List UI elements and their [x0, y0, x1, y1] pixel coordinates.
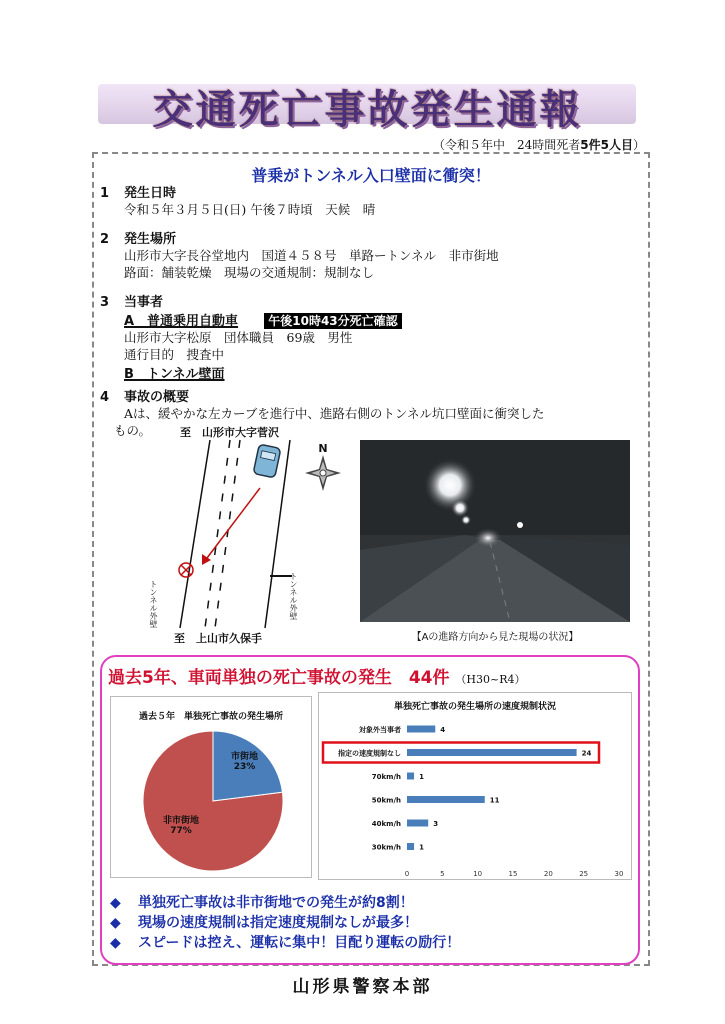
- death-badge: 午後10時43分死亡確認: [264, 313, 401, 329]
- section-occurrence-time: 1 発生日時 令和５年３月５日(日) 午後７時頃 天候 晴: [100, 186, 376, 217]
- bar-label-0: 対象外当事者: [359, 726, 401, 734]
- car-icon: [253, 444, 281, 478]
- section-parties: 3 当事者 A 普通乗用自動車 午後10時43分死亡確認 山形市大字松原 団体職員 69歳 男性 通行目的 捜査中 B トンネル壁面: [100, 291, 402, 382]
- x-tick-4: 20: [543, 870, 553, 878]
- footer-org: 山形県警察本部: [292, 977, 433, 997]
- summary-bullets: [110, 892, 460, 952]
- bar-value-5: 1: [419, 843, 424, 852]
- diamond-icon: ◆: [110, 915, 121, 931]
- section-summary: 4 事故の概要 Aは、緩やかな左カーブを進行中、進路右側のトンネル坑口壁面に衝突した もの。: [100, 390, 545, 438]
- diamond-icon: ◆: [110, 895, 121, 911]
- pie-label-urban-name: 市街地: [231, 752, 259, 762]
- bar-0: [407, 726, 435, 733]
- bar-value-4: 3: [433, 820, 439, 828]
- bar-value-3: 11: [489, 796, 500, 805]
- bullet-3: ◆ スピードは控え、運転に集中！目配り運転の励行！: [110, 935, 461, 951]
- x-tick-0: 0: [404, 870, 410, 878]
- bar-value-0: 4: [440, 726, 446, 734]
- party-a: A 普通乗用自動車: [124, 314, 239, 329]
- road-edge-left: [180, 440, 210, 628]
- bar-label-4: 40km/h: [371, 820, 401, 828]
- left-wall-label: トンネル外壁: [149, 580, 158, 628]
- diamond-icon: ◆: [110, 935, 121, 951]
- bar-4: [407, 820, 428, 827]
- pie-label-nonurban-pct: 77%: [170, 826, 192, 836]
- bar-chart: [318, 692, 632, 880]
- bullet-1: ◆ 単独死亡事故は非市街地での発生が約8割！: [110, 895, 414, 911]
- photo-caption: 【Aの進路方向から見た現場の状況】: [411, 632, 579, 643]
- bar-2: [407, 773, 414, 780]
- bar-chart-title: 単独死亡事故の発生場所の速度規制状況: [393, 702, 556, 712]
- pie-label-nonurban-name: 非市街地: [163, 816, 200, 826]
- pie-label-urban: [231, 749, 258, 772]
- pie-chart-title: 過去５年 単独死亡事故の発生場所: [138, 712, 283, 722]
- x-tick-5: 25: [579, 870, 589, 878]
- road-center-line: [205, 440, 230, 628]
- bullet-2: ◆ 現場の速度規制は指定速度規制なしが最多！: [110, 915, 418, 931]
- bar-1: [407, 749, 577, 756]
- road-center-line-2: [215, 440, 240, 628]
- compass: [305, 442, 341, 495]
- compass-rose-icon: [305, 455, 341, 491]
- pie-label-urban-pct: 23%: [233, 762, 256, 772]
- bar-5: [407, 843, 414, 850]
- scene-photo: [360, 440, 630, 622]
- right-wall-label: トンネル外壁: [289, 572, 298, 620]
- bar-label-2: 70km/h: [371, 773, 401, 781]
- x-tick-2: 10: [473, 870, 483, 878]
- page-title: 交通死亡事故発生通報: [152, 87, 583, 133]
- bar-3: [407, 796, 485, 803]
- section-location: 2 発生場所 山形市大字長谷堂地内 国道４５８号 単路ートンネル 非市街地 路面：舗装乾燥 現場の交通規制：規制なし: [100, 232, 499, 280]
- bar-value-2: 1: [419, 773, 424, 781]
- party-b: B トンネル壁面: [124, 367, 225, 382]
- stats-heading: 過去5年、車両単独の死亡事故の発生 44件 （H30~R4）: [108, 668, 526, 688]
- x-tick-1: 5: [440, 870, 445, 878]
- pie-chart: [110, 696, 312, 878]
- diagram-bottom-label: 至 上山市久保手: [174, 632, 262, 645]
- bar-label-1: 指定の速度規制なし: [338, 749, 401, 758]
- diagram-top-label: 至 山形市大字菅沢: [180, 426, 279, 439]
- bar-label-5: 30km/h: [371, 843, 401, 852]
- bar-value-1: 24: [581, 749, 592, 758]
- collision-icon: [179, 563, 193, 577]
- x-tick-6: 30: [614, 870, 624, 878]
- headline: 普乗がトンネル入口壁面に衝突！: [251, 166, 491, 185]
- pie-label-nonurban: [163, 813, 199, 836]
- x-tick-3: 15: [508, 870, 518, 878]
- north-label: N: [318, 442, 328, 455]
- bar-label-3: 50km/h: [371, 796, 401, 805]
- tunnel-scene-image: [360, 440, 630, 622]
- fatality-count: （令和５年中 24時間死者5件5人目）: [433, 138, 645, 152]
